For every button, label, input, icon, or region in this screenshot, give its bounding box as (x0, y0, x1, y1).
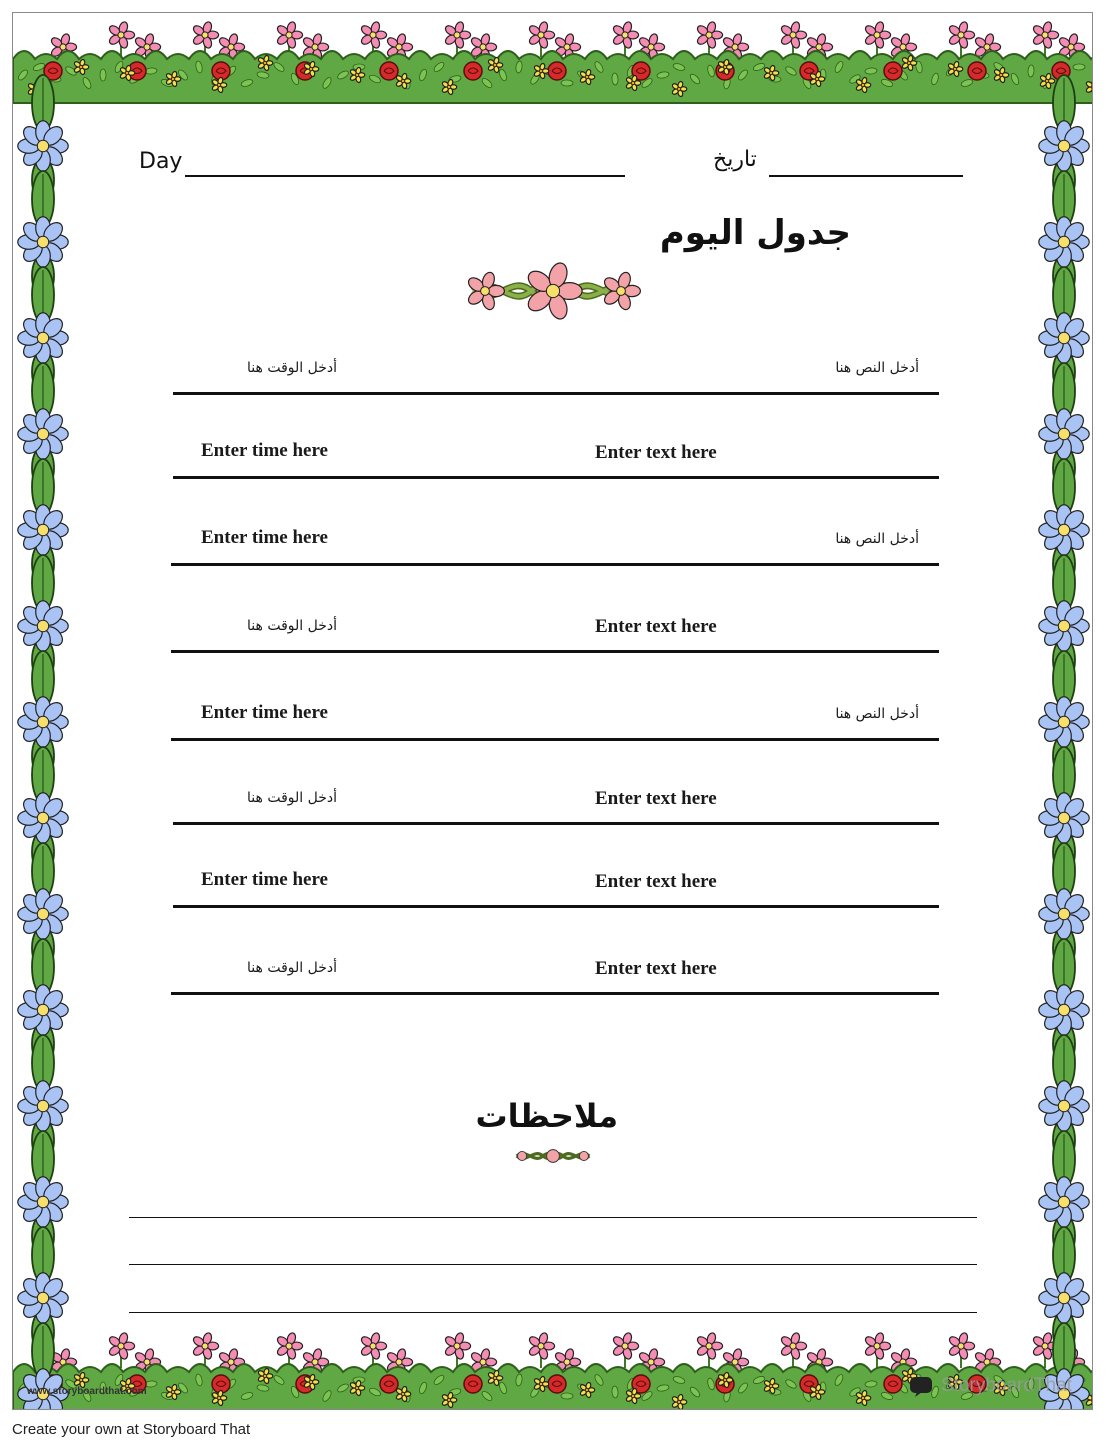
day-label: Day (139, 149, 183, 174)
storyboardthat-logo (909, 1375, 1072, 1397)
schedule-title: جدول اليوم (659, 213, 851, 253)
schedule-text-cell[interactable]: أدخل النص هنا (835, 706, 919, 722)
right-flower-vine-border (1036, 88, 1092, 1358)
floral-ornament (465, 267, 641, 315)
schedule-time-cell[interactable]: أدخل الوقت هنا (247, 960, 337, 976)
notes-title: ملاحظات (475, 1097, 618, 1135)
schedule-row-line[interactable] (173, 822, 939, 825)
schedule-row-line[interactable] (173, 476, 939, 479)
watermark-brand: StoryboardThat (941, 1375, 1072, 1396)
schedule-text-cell[interactable]: Enter text here (595, 616, 717, 637)
schedule-time-cell[interactable]: أدخل الوقت هنا (247, 790, 337, 806)
schedule-row-line[interactable] (171, 738, 939, 741)
schedule-text-cell[interactable]: Enter text here (595, 871, 717, 892)
schedule-row-line[interactable] (171, 650, 939, 653)
worksheet-page (12, 12, 1093, 1410)
footer-credit: Create your own at Storyboard That (12, 1421, 251, 1438)
schedule-text-cell[interactable]: أدخل النص هنا (835, 531, 919, 547)
left-flower-vine-border (15, 88, 71, 1358)
schedule-time-cell[interactable]: Enter time here (201, 869, 328, 890)
notes-line-2[interactable] (129, 1264, 977, 1265)
date-label: تاريخ (713, 147, 757, 172)
schedule-time-cell[interactable]: Enter time here (201, 702, 328, 723)
schedule-text-cell[interactable]: Enter text here (595, 442, 717, 463)
top-flower-border (13, 13, 1093, 103)
schedule-row-line[interactable] (173, 905, 939, 908)
schedule-row-line[interactable] (173, 392, 939, 395)
schedule-time-cell[interactable]: Enter time here (201, 440, 328, 461)
watermark-url: www.storyboardthat.com (27, 1386, 147, 1397)
notes-line-1[interactable] (129, 1217, 977, 1218)
schedule-row-line[interactable] (171, 563, 939, 566)
date-input-line[interactable] (769, 175, 963, 177)
schedule-text-cell[interactable]: Enter text here (595, 788, 717, 809)
schedule-time-cell[interactable]: Enter time here (201, 527, 328, 548)
logo-icon (909, 1375, 937, 1397)
schedule-time-cell[interactable]: أدخل الوقت هنا (247, 618, 337, 634)
schedule-time-cell[interactable]: أدخل الوقت هنا (247, 360, 337, 376)
schedule-text-cell[interactable]: أدخل النص هنا (835, 360, 919, 376)
schedule-row-line[interactable] (171, 992, 939, 995)
small-floral-ornament (513, 1145, 593, 1167)
day-input-line[interactable] (185, 175, 625, 177)
schedule-text-cell[interactable]: Enter text here (595, 958, 717, 979)
notes-line-3[interactable] (129, 1312, 977, 1313)
